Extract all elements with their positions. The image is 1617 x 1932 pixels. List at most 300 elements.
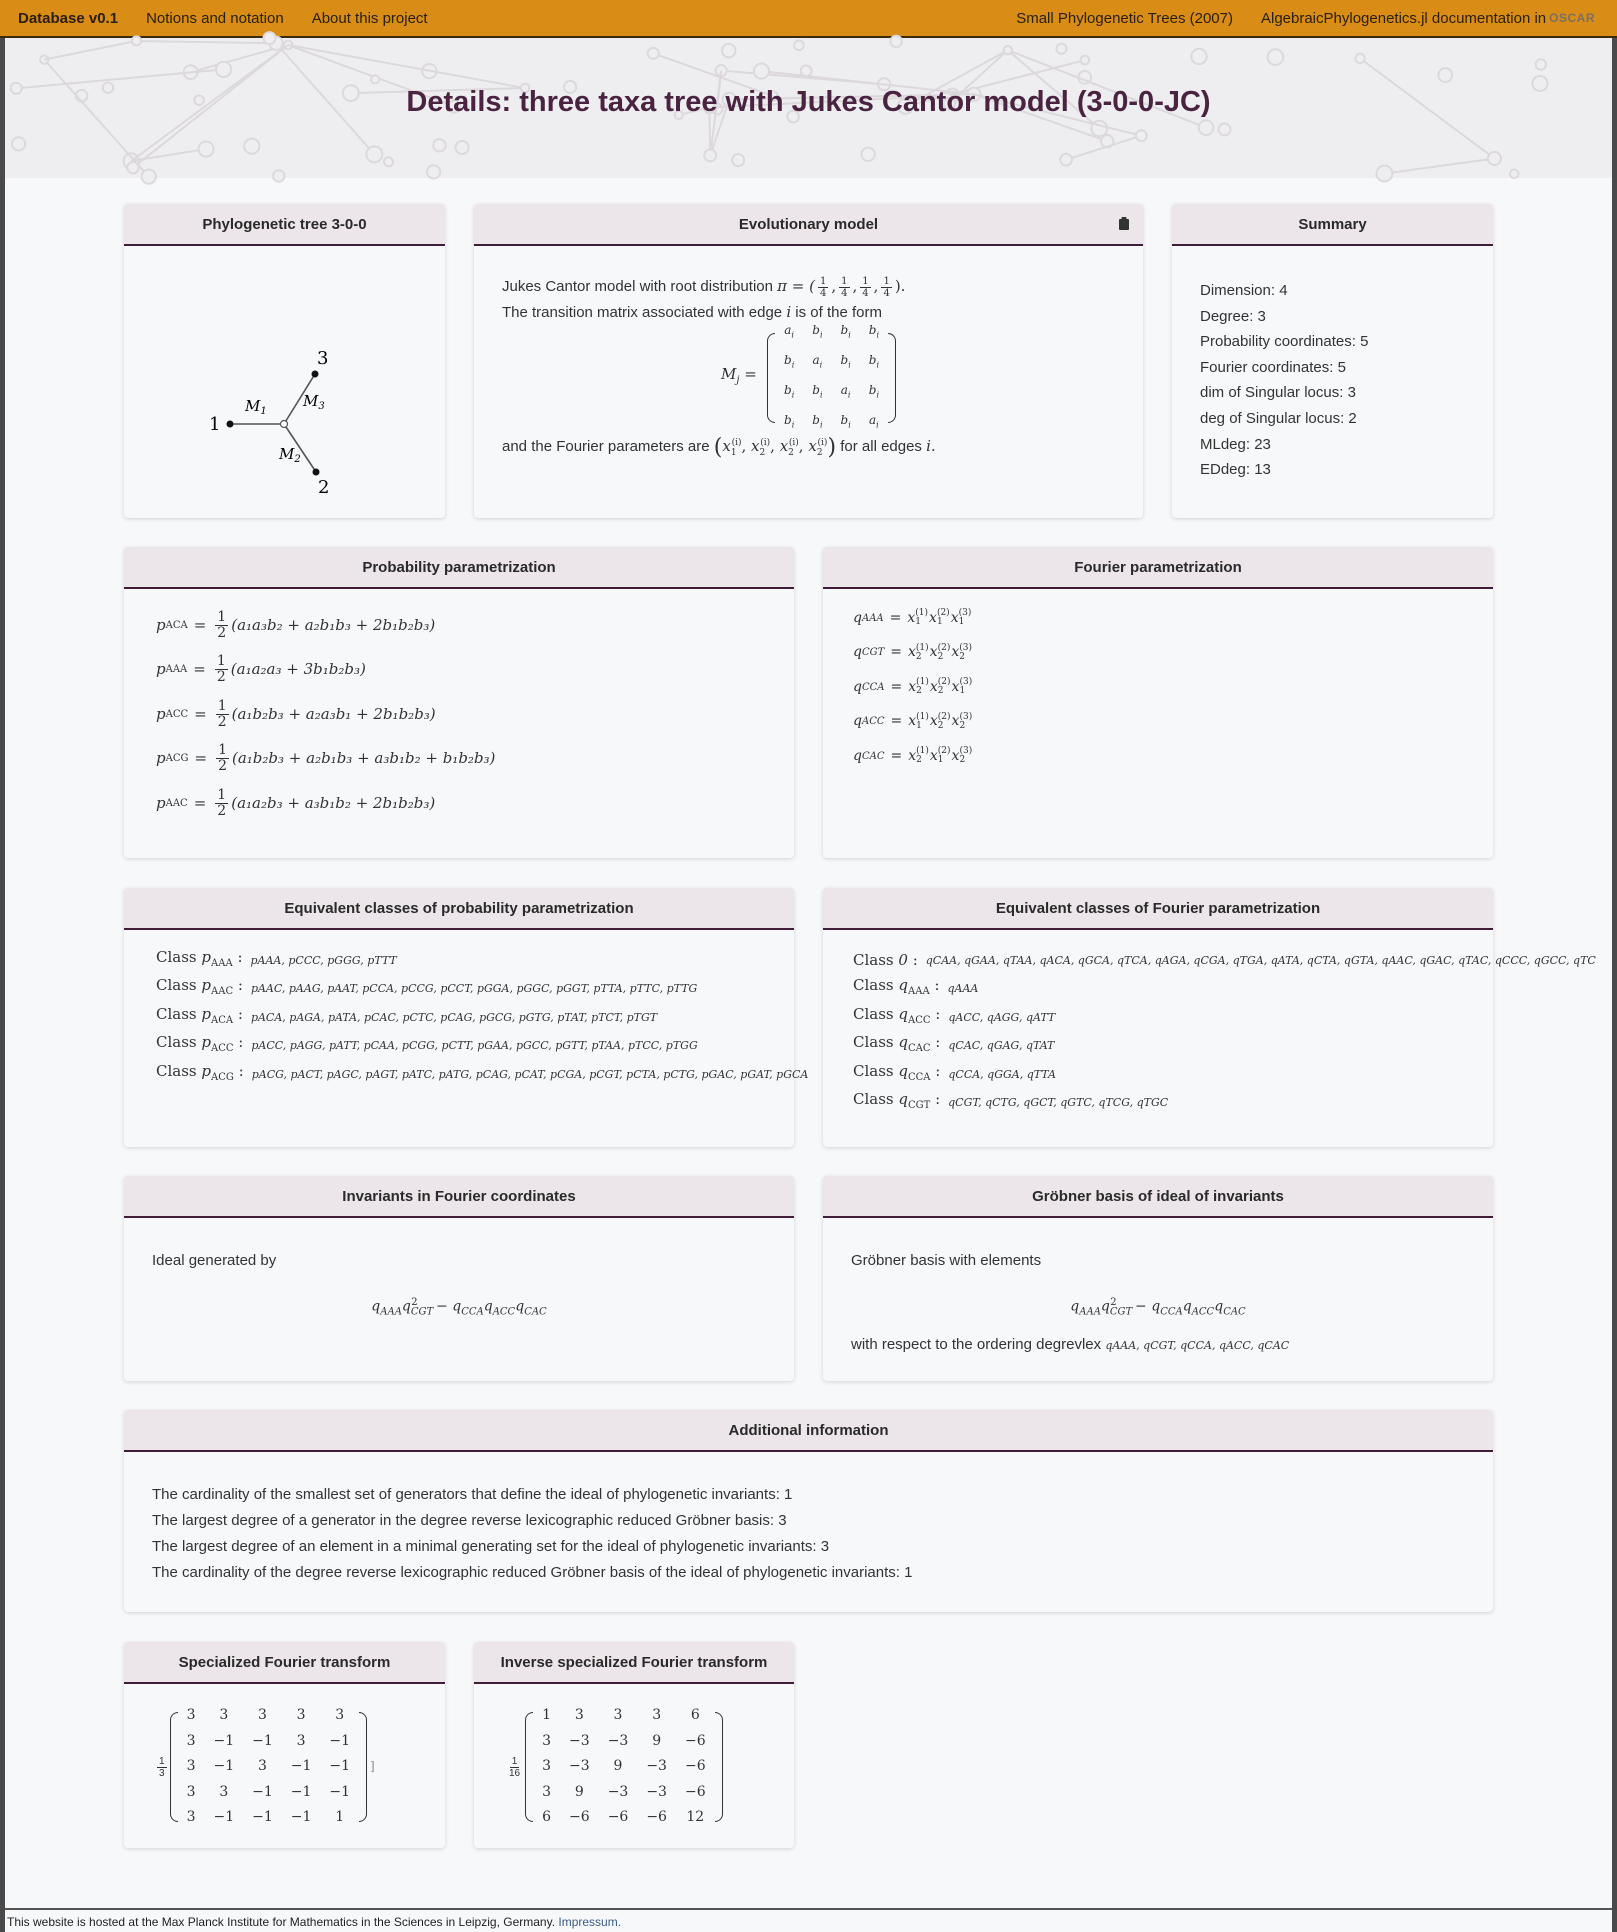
sft-matrix — [170, 1707, 367, 1826]
fourier-class-row — [853, 1032, 1493, 1061]
tree-edge-1-label: $M_1$ — [245, 397, 267, 417]
fourier-factor: x — [908, 678, 917, 695]
window-frame-left — [0, 0, 5, 1932]
matrix-entry: −6 — [684, 1732, 706, 1749]
fourier-param-row — [853, 670, 1465, 705]
matrix-entry: $a_i$ — [840, 383, 851, 400]
tree-diagram — [124, 246, 445, 516]
fourier-class-row — [853, 975, 1493, 1004]
isft-title: Inverse specialized Fourier transform — [474, 1642, 794, 1684]
fourier-factor-sub: 2 — [937, 651, 944, 662]
fourier-parametrization-body — [823, 589, 1493, 800]
matrix-entry: 3 — [613, 1707, 623, 1724]
model-card-body — [474, 246, 1143, 493]
prob-param-lhs: p — [156, 793, 166, 812]
prob-param-eq: = — [194, 749, 208, 767]
fourier-class-label: Class $q_{CAC}$ : — [853, 1033, 941, 1054]
matrix-entry: 3 — [186, 1783, 196, 1800]
fourier-factor-sub: 1 — [936, 617, 943, 628]
fourier-factor-sup: (1) — [916, 677, 929, 688]
fourier-factor-sub: 2 — [937, 720, 944, 731]
summary-card-title: Summary — [1172, 204, 1493, 246]
matrix-entry: $b_i$ — [784, 383, 795, 400]
matrix-entry: −1 — [290, 1809, 312, 1826]
matrix-lhs: $M_j$ = — [721, 365, 757, 387]
tree-leaf-2-label: 2 — [318, 477, 330, 498]
tree-leaf-1-label: 1 — [209, 414, 221, 435]
summary-card — [1172, 204, 1493, 518]
prob-class-row — [156, 946, 794, 975]
matrix-entry: −1 — [252, 1809, 273, 1826]
isft-body — [474, 1684, 794, 1826]
fourier-class-list: qCCA, qGGA, qTTA — [948, 1067, 1056, 1081]
model-root-line — [502, 274, 1115, 300]
matrix-entry: 9 — [652, 1732, 662, 1749]
matrix-entry: −1 — [213, 1809, 235, 1826]
fourier-param-lhs: q — [853, 644, 862, 660]
prob-param-eq: = — [194, 704, 207, 723]
matrix-entry: 6 — [542, 1809, 552, 1826]
prob-param-row — [156, 692, 766, 737]
fourier-class-row — [853, 1060, 1493, 1089]
fourier-param-lhs-sub: AAA — [861, 612, 884, 624]
matrix-entry: 3 — [219, 1783, 229, 1800]
additional-info-card — [124, 1410, 1493, 1612]
fourier-class-list: qCAA, qGAA, qTAA, qACA, qGCA, qTCA, qAGA, qCGA, qTGA, qATA, qCTA, qGTA, qAAC, qGAC, qTAC, qCCC, qGCC, qTC — [925, 953, 1596, 967]
tree-edge-2-label: $M_2$ — [279, 445, 301, 465]
matrix-entry: −6 — [569, 1809, 590, 1826]
isft-matrix — [525, 1707, 722, 1826]
matrix-entry: $a_i$ — [784, 323, 794, 340]
prob-param-eq: = — [193, 660, 206, 678]
matrix-entry: 1 — [335, 1809, 345, 1826]
clipboard-icon[interactable] — [1119, 217, 1129, 230]
matrix-entry: 3 — [186, 1809, 196, 1826]
model-card-title — [474, 204, 1143, 246]
prob-class-list: pAAA, pCCC, pGGG, pTTT — [250, 953, 397, 967]
fourier-factor: x — [908, 644, 916, 660]
fourier-factor-sup: (3) — [959, 711, 973, 722]
matrix-entry: 3 — [542, 1758, 552, 1775]
summary-item: Probability coordinates: 5 — [1200, 333, 1369, 351]
fourier-factor-indices — [938, 678, 951, 696]
half-fraction: $\frac{1}{2}$ — [217, 608, 227, 641]
sft-title: Specialized Fourier transform — [124, 1642, 445, 1684]
hero-banner — [5, 38, 1612, 178]
matrix-entry: −3 — [569, 1732, 590, 1749]
fourier-classes-title: Equivalent classes of Fourier parametrization — [823, 888, 1493, 930]
matrix-entry: 3 — [574, 1707, 584, 1724]
fourier-class-list: qCAC, qGAG, qTAT — [948, 1039, 1055, 1052]
matrix-entry: 3 — [186, 1732, 196, 1749]
matrix-entry: $b_i$ — [868, 383, 879, 400]
prob-param-row — [156, 781, 766, 826]
fourier-factor-sup: (2) — [937, 677, 951, 688]
summary-item: Degree: 3 — [1200, 307, 1266, 325]
prob-param-lhs: p — [156, 749, 166, 767]
matrix-entry: 3 — [542, 1783, 552, 1800]
additional-info-line: The cardinality of the degree reverse lexicographic reduced Gröbner basis of the ideal of phylogenetic invariants: 1 — [152, 1564, 913, 1581]
nav-docs-link[interactable]: AlgebraicPhylogenetics.jl documentation in — [1260, 9, 1547, 27]
prob-param-rhs: (a₁a₂b₃ + a₃b₁b₂ + 2b₁b₂b₃) — [231, 793, 436, 812]
fourier-factor: x — [929, 609, 937, 626]
half-fraction: $\frac{1}{2}$ — [216, 653, 226, 686]
fourier-factor-sub: 1 — [958, 617, 965, 628]
fourier-param-eq: = — [889, 609, 902, 626]
fourier-classes-body — [823, 930, 1596, 1143]
tree-leaf-3-label: 3 — [317, 348, 329, 369]
prob-param-row — [156, 603, 766, 648]
fourier-class-list: qCGT, qCTG, qGCT, qGTC, qTCG, qTGC — [948, 1096, 1169, 1109]
fourier-class-row — [853, 1003, 1493, 1032]
prob-class-row — [156, 1003, 794, 1032]
sft-scalar: $\frac{1}{3}$ — [159, 1755, 165, 1779]
transition-matrix-grid — [767, 323, 896, 430]
additional-info-title: Additional information — [124, 1410, 1493, 1452]
fourier-factor-sub: 2 — [937, 686, 944, 697]
half-fraction: $\frac{1}{2}$ — [217, 786, 227, 819]
invariants-title: Invariants in Fourier coordinates — [124, 1176, 794, 1218]
nav-brand-link[interactable]: Database v0.1 — [18, 9, 119, 27]
fourier-param-lhs: q — [853, 678, 862, 695]
fourier-factor-sub: 1 — [916, 720, 922, 731]
groebner-text: Gröbner basis with elements — [851, 1252, 1042, 1269]
tree-card-title: Phylogenetic tree 3-0-0 — [124, 204, 445, 246]
fourier-params-formula: ($x_1^{(i)}$, $x_2^{(i)}$, $x_2^{(i)}$, $x_2^{(i)}$) — [713, 435, 837, 460]
prob-param-lhs: p — [156, 704, 166, 723]
matrix-entry: 3 — [335, 1707, 345, 1724]
fourier-factor-sub: 2 — [916, 755, 922, 766]
prob-param-lhs: p — [156, 615, 166, 634]
matrix-entry: −3 — [569, 1758, 590, 1775]
prob-param-lhs-sub: AAA — [165, 664, 188, 675]
sft-card — [124, 1642, 445, 1848]
fourier-factor-indices — [938, 713, 951, 731]
groebner-formula: $q_{AAA}q_{CGT}^2 - q_{CCA}q_{ACC}q_{CAC}$ — [1070, 1296, 1246, 1317]
matrix-entry: $b_i$ — [784, 353, 795, 370]
transition-text-post: is of the form — [795, 303, 882, 321]
prob-class-row — [156, 975, 794, 1004]
fourier-factor-sup: (2) — [936, 608, 950, 619]
footer-text: This website is hosted at the Max Planck Institute for Mathematics in the Sciences in Leipzig, Germany. — [7, 1915, 556, 1929]
fourier-factor: x — [908, 713, 917, 729]
summary-item: EDdeg: 13 — [1200, 461, 1271, 479]
prob-class-label: Class $p_{ACA}$ : — [156, 1004, 243, 1026]
fourier-param-lhs-sub: CGT — [861, 647, 885, 658]
fourier-factor-indices — [959, 644, 972, 662]
isft-card — [474, 1642, 794, 1848]
fourier-param-lhs-sub: CAC — [861, 750, 885, 762]
fourier-param-row — [853, 636, 1465, 671]
nav-about-link[interactable]: About this project — [311, 9, 428, 27]
fourier-factor-indices — [916, 678, 929, 696]
fourier-factor-indices — [938, 747, 951, 765]
prob-param-row — [156, 648, 766, 693]
fourier-factor: x — [929, 747, 938, 764]
prob-class-list: pACC, pAGG, pATT, pCAA, pCGG, pCTT, pGAA, pGCC, pGTT, pTAA, pTCC, pTGG — [251, 1039, 698, 1052]
probability-parametrization-body — [124, 589, 794, 852]
fourier-param-lhs: q — [853, 747, 862, 764]
matrix-entry: 12 — [686, 1809, 705, 1826]
prob-param-eq: = — [193, 793, 207, 812]
prob-class-list: pACA, pAGA, pATA, pCAC, pCTC, pCAG, pGCG, pGTG, pTAT, pTCT, pTGT — [250, 1010, 658, 1024]
groebner-ordering — [851, 1332, 1465, 1359]
fourier-param-eq: = — [890, 713, 903, 729]
matrix-entry: −6 — [646, 1809, 667, 1826]
matrix-entry: 6 — [690, 1707, 700, 1724]
matrix-entry: $b_i$ — [812, 383, 823, 400]
prob-param-row — [156, 737, 766, 782]
matrix-entry: 3 — [542, 1732, 552, 1749]
nav-small-trees-link[interactable]: Small Phylogenetic Trees (2007) — [1016, 9, 1233, 27]
fourier-factor-indices — [937, 609, 950, 627]
fourier-param-lhs-sub: CCA — [861, 681, 885, 693]
fourier-factor-indices — [959, 713, 972, 731]
matrix-entry: −6 — [607, 1809, 629, 1826]
matrix-entry: −1 — [329, 1758, 351, 1775]
fourier-param-eq: = — [890, 678, 903, 695]
fourier-param-row — [853, 739, 1465, 774]
prob-class-label: Class $p_{AAA}$ : — [156, 947, 243, 969]
fourier-factor: x — [951, 644, 960, 660]
additional-info-body — [124, 1452, 1493, 1612]
matrix-entry: −1 — [213, 1732, 235, 1749]
fourier-factor-sup: (3) — [959, 642, 972, 653]
matrix-entry: $b_i$ — [840, 353, 851, 370]
fourier-param-row — [853, 705, 1465, 740]
isft-scalar: $\frac{1}{16}$ — [509, 1755, 521, 1779]
prob-param-lhs-sub: ACG — [165, 753, 189, 764]
fourier-factor: x — [908, 747, 917, 764]
fourier-parametrization-card — [823, 547, 1493, 858]
matrix-entry: −1 — [329, 1783, 351, 1800]
summary-list — [1172, 246, 1493, 509]
fourier-factor-sub: 2 — [915, 651, 922, 662]
probability-parametrization-title: Probability parametrization — [124, 547, 794, 589]
invariants-text: Ideal generated by — [152, 1252, 277, 1269]
invariants-body — [124, 1218, 794, 1350]
fourier-param-eq: = — [890, 644, 903, 660]
fourier-factor-indices — [959, 747, 972, 765]
prob-class-list: pACG, pACT, pAGC, pAGT, pATC, pATG, pCAG, pCAT, pCGA, pCGT, pCTA, pCTG, pGAC, pGAT, pGCA — [251, 1067, 809, 1081]
fourier-factor-sup: (2) — [937, 711, 951, 722]
prob-param-lhs-sub: ACC — [165, 708, 189, 720]
matrix-entry: −3 — [646, 1783, 667, 1800]
fourier-text-pre: and the Fourier parameters are — [502, 438, 710, 455]
matrix-entry: 3 — [219, 1707, 229, 1724]
fourier-text-post: for all edges — [840, 438, 922, 455]
model-fourier-line — [502, 431, 1115, 467]
fourier-factor: x — [951, 713, 960, 729]
oscar-logo[interactable]: OSCAR — [1549, 11, 1595, 25]
fourier-factor-indices — [959, 678, 972, 696]
fourier-factor-indices — [916, 747, 929, 765]
fourier-factor-sup: (2) — [937, 746, 951, 757]
nav-notions-link[interactable]: Notions and notation — [146, 9, 284, 27]
fourier-factor-indices — [916, 644, 929, 662]
matrix-entry: −6 — [684, 1758, 706, 1775]
model-root-text: Jukes Cantor model with root distribution — [502, 278, 773, 295]
fourier-class-label: Class $q_{CCA}$ : — [853, 1061, 941, 1083]
matrix-entry: −3 — [607, 1732, 629, 1749]
additional-info-line: The cardinality of the smallest set of generators that define the ideal of phylogenetic invariants: 1 — [152, 1486, 793, 1503]
prob-class-label: Class $p_{ACC}$ : — [156, 1033, 244, 1054]
prob-class-list: pAAC, pAAG, pAAT, pCCA, pCCG, pCCT, pGGA, pGGC, pGGT, pTTA, pTTC, pTTG — [250, 982, 698, 995]
fourier-class-row — [853, 946, 1596, 975]
matrix-entry: 3 — [296, 1732, 306, 1749]
prob-param-rhs: (a₁b₂b₃ + a₂b₁b₃ + a₃b₁b₂ + b₁b₂b₃) — [231, 749, 496, 767]
window-frame-right — [1612, 0, 1617, 1932]
fourier-factor: x — [950, 609, 959, 626]
prob-param-eq: = — [193, 615, 207, 634]
summary-item: Fourier coordinates: 5 — [1200, 358, 1346, 376]
fourier-class-list: qAAA — [947, 982, 979, 995]
matrix-entry: $b_i$ — [840, 412, 851, 430]
tree-leaf-3-node — [312, 371, 319, 378]
fourier-class-label: Class $q_{ACC}$ : — [853, 1004, 941, 1026]
groebner-body — [823, 1218, 1493, 1385]
prob-class-row — [156, 1060, 809, 1089]
fourier-factor: x — [929, 644, 938, 660]
prob-param-rhs: (a₁b₂b₃ + a₂a₃b₁ + 2b₁b₂b₃) — [231, 704, 436, 723]
transition-matrix — [502, 323, 1115, 430]
matrix-entry: 3 — [257, 1758, 267, 1775]
half-fraction: $\frac{1}{2}$ — [217, 697, 227, 730]
fourier-factor-sup: (3) — [958, 608, 972, 619]
fourier-edge-var: i. — [926, 437, 936, 455]
matrix-entry: $a_i$ — [812, 353, 823, 370]
matrix-entry: 9 — [574, 1783, 584, 1800]
matrix-entry: 1 — [542, 1707, 552, 1724]
fourier-factor-sub: 2 — [916, 686, 922, 697]
prob-param-rhs: (a₁a₂a₃ + 3b₁b₂b₃) — [230, 660, 366, 678]
matrix-entry: −3 — [607, 1783, 629, 1800]
tree-leaf-1-node — [227, 421, 234, 428]
groebner-card — [823, 1176, 1493, 1381]
additional-info-line: The largest degree of a generator in the degree reverse lexicographic reduced Gröbner basis: 3 — [152, 1512, 787, 1529]
fourier-param-lhs-sub: ACC — [861, 716, 885, 727]
probability-classes-body — [124, 930, 809, 1115]
half-fraction: $\frac{1}{2}$ — [218, 742, 227, 775]
fourier-factor: x — [929, 678, 938, 695]
matrix-entry: $b_i$ — [784, 412, 795, 430]
fourier-factor-sub: 1 — [915, 617, 922, 628]
prob-param-lhs-sub: ACA — [165, 619, 188, 631]
sft-body — [124, 1684, 445, 1826]
fourier-param-eq: = — [890, 747, 903, 764]
fourier-factor-indices — [916, 713, 929, 731]
prob-param-lhs-sub: AAC — [165, 797, 188, 809]
fourier-factor-sup: (1) — [916, 711, 929, 722]
fourier-classes-card — [823, 888, 1596, 1147]
groebner-ordering-text: with respect to the ordering degrevlex — [851, 1336, 1102, 1354]
fourier-factor: x — [929, 713, 938, 729]
matrix-entry: $a_i$ — [869, 412, 879, 430]
fourier-factor-sub: 2 — [959, 651, 965, 662]
fourier-param-lhs: q — [853, 609, 862, 626]
fourier-class-label: Class $q_{CGT}$ : — [853, 1090, 941, 1111]
matrix-entry: $b_i$ — [840, 323, 851, 340]
impressum-link[interactable]: Impressum. — [558, 1915, 622, 1929]
matrix-entry: −1 — [252, 1732, 273, 1749]
matrix-entry: 3 — [186, 1758, 196, 1775]
tree-edge-3-label: $M_3$ — [303, 392, 325, 412]
matrix-entry: $b_i$ — [812, 412, 823, 430]
fourier-class-list: qACC, qAGG, qATT — [948, 1010, 1056, 1024]
matrix-entry: 3 — [257, 1707, 267, 1724]
fourier-factor-sup: (3) — [959, 677, 973, 688]
tree-internal-node — [281, 421, 288, 428]
fourier-factor-sup: (2) — [937, 642, 951, 653]
prob-class-label: Class $p_{AAC}$ : — [156, 976, 243, 997]
matrix-entry: −6 — [684, 1783, 706, 1800]
summary-item: dim of Singular locus: 3 — [1200, 384, 1356, 402]
footer — [5, 1908, 1612, 1932]
page-title: Details: three taxa tree with Jukes Cantor model (3-0-0-JC) — [406, 86, 1211, 118]
fourier-factor-sub: 2 — [959, 720, 966, 731]
model-card — [474, 204, 1143, 518]
sft-trailing-bracket: ] — [370, 1759, 375, 1774]
fourier-factor-indices — [959, 609, 972, 627]
matrix-entry: −3 — [646, 1758, 667, 1775]
root-distribution-formula: π = ( $\frac{1}{4}$ , $\frac{1}{4}$ , $\frac{1}{4}$ , $\frac{1}{4}$ ). — [777, 275, 906, 299]
matrix-entry: 3 — [186, 1707, 196, 1724]
fourier-class-row — [853, 1089, 1493, 1118]
summary-item: deg of Singular locus: 2 — [1200, 409, 1357, 427]
matrix-entry: −1 — [213, 1758, 235, 1775]
fourier-factor-sub: 2 — [959, 755, 966, 766]
fourier-factor-sub: 1 — [937, 755, 944, 766]
fourier-param-lhs: q — [853, 713, 862, 729]
fourier-factor-sup: (1) — [915, 642, 929, 653]
model-card-title-text: Evolutionary model — [738, 215, 879, 233]
matrix-entry: −1 — [290, 1758, 312, 1775]
matrix-entry: −1 — [329, 1732, 351, 1749]
matrix-entry: −1 — [290, 1783, 312, 1800]
prob-class-label: Class $p_{ACG}$ : — [156, 1061, 244, 1083]
fourier-factor: x — [951, 747, 960, 764]
additional-info-line: The largest degree of an element in a minimal generating set for the ideal of phylogenetic invariants: 3 — [152, 1538, 830, 1555]
prob-param-lhs: p — [156, 660, 166, 678]
matrix-entry: $b_i$ — [868, 353, 879, 370]
top-navbar — [0, 0, 1617, 38]
probability-parametrization-card — [124, 547, 794, 858]
fourier-parametrization-title: Fourier parametrization — [823, 547, 1493, 589]
fourier-factor-sup: (1) — [916, 746, 929, 757]
matrix-entry: 3 — [296, 1707, 306, 1724]
matrix-entry: $b_i$ — [812, 323, 823, 340]
groebner-title: Gröbner basis of ideal of invariants — [823, 1176, 1493, 1218]
summary-item: MLdeg: 23 — [1200, 435, 1271, 453]
probability-classes-title: Equivalent classes of probability parametrization — [124, 888, 794, 930]
matrix-entry: −1 — [252, 1783, 273, 1800]
fourier-factor-sup: (3) — [959, 746, 973, 757]
fourier-factor: x — [951, 678, 960, 695]
fourier-factor-sup: (1) — [915, 608, 929, 619]
fourier-factor-indices — [915, 609, 928, 627]
prob-param-rhs: (a₁a₃b₂ + a₂b₁b₃ + 2b₁b₂b₃) — [231, 615, 436, 634]
invariants-card — [124, 1176, 794, 1381]
fourier-factor-sub: 1 — [959, 686, 966, 697]
summary-item: Dimension: 4 — [1200, 282, 1288, 299]
fourier-factor: x — [907, 609, 916, 626]
matrix-entry: 3 — [652, 1707, 662, 1724]
probability-classes-card — [124, 888, 809, 1147]
tree-leaf-2-node — [313, 469, 320, 476]
tree-card — [124, 204, 445, 518]
edge-variable: i — [786, 302, 792, 321]
fourier-param-row — [853, 601, 1465, 636]
